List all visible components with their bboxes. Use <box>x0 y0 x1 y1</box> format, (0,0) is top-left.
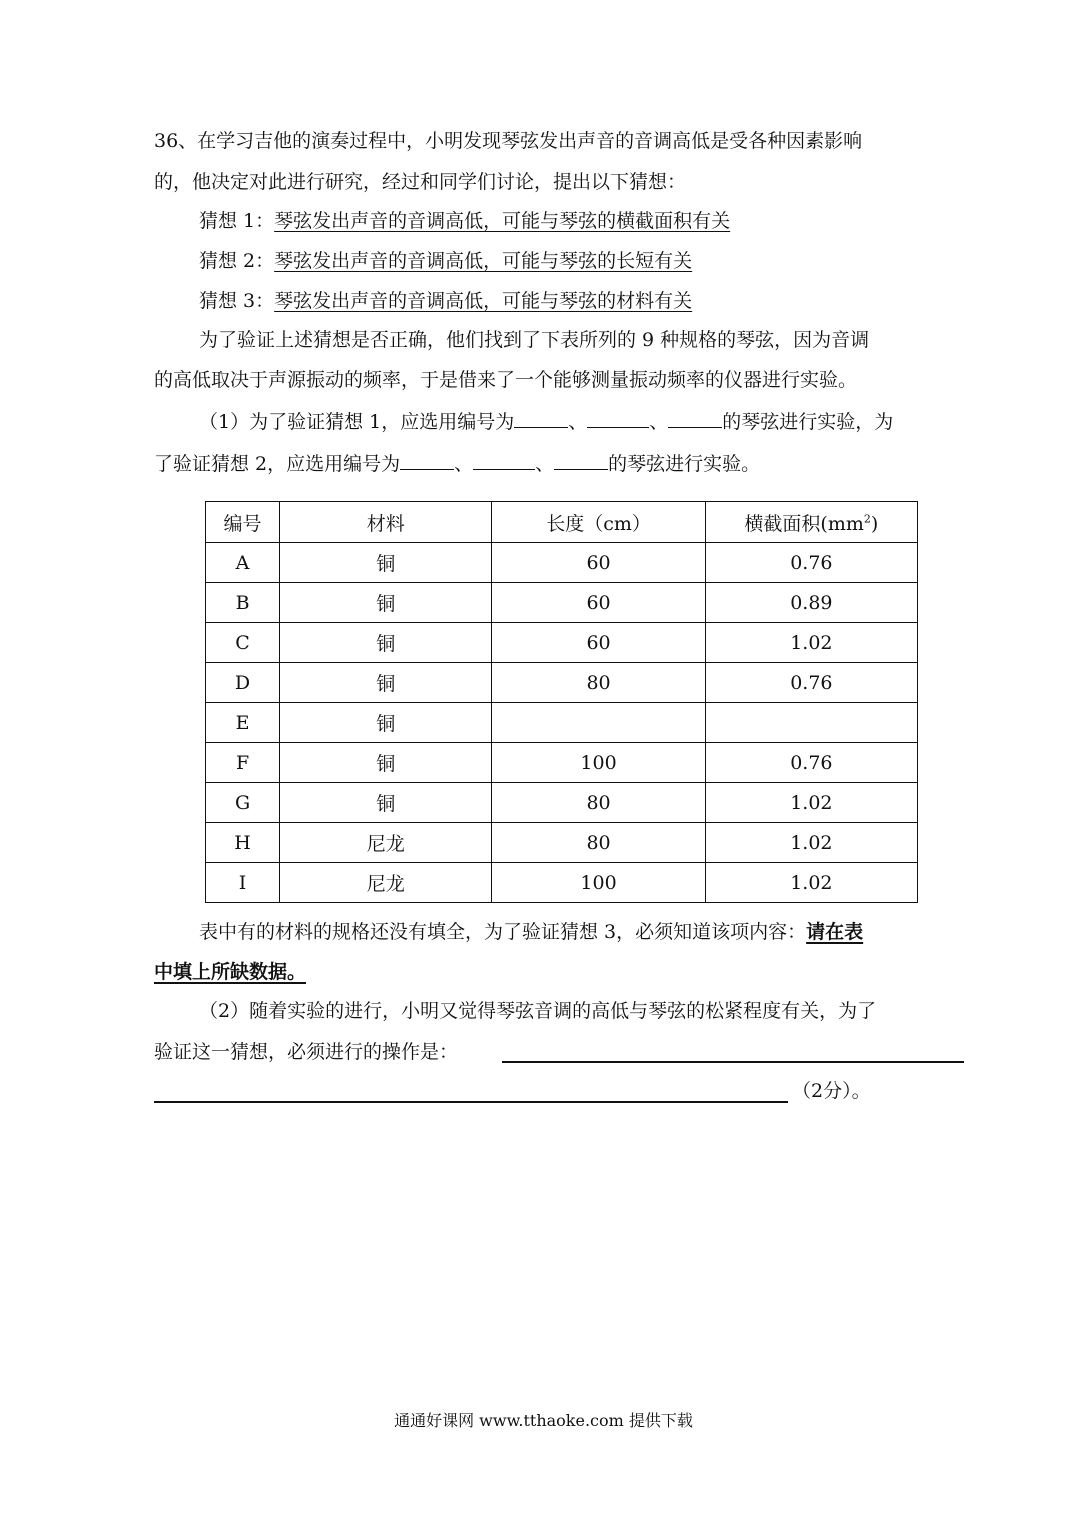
note-line1 <box>199 920 863 944</box>
verify-line2: 的高低取决于声源振动的频率，于是借来了一个能够测量振动频率的仪器进行实验。 <box>154 369 858 391</box>
cell-length: 100 <box>492 743 705 783</box>
cell-length: 80 <box>492 823 705 863</box>
note-bold-2: 中填上所缺数据。 <box>154 961 307 983</box>
cell-id: I <box>206 863 280 903</box>
cell-area: 1.02 <box>705 823 917 863</box>
answer-blank-operation-line1[interactable] <box>502 1061 964 1063</box>
answer-blank-guess1-b[interactable] <box>587 407 649 428</box>
note-bold-1: 请在表 <box>806 921 864 943</box>
table-row <box>206 623 918 663</box>
part2-line2: 验证这一猜想，必须进行的操作是： <box>154 1041 459 1063</box>
guess-2-text: 琴弦发出声音的音调高低，可能与琴弦的长短有关 <box>274 250 693 272</box>
cell-id: D <box>206 663 280 703</box>
guess-1-text: 琴弦发出声音的音调高低，可能与琴弦的横截面积有关 <box>274 210 731 232</box>
answer-blank-guess1-c[interactable] <box>668 407 722 428</box>
guess-2-label: 猜想 2： <box>199 250 275 272</box>
table-row <box>206 663 918 703</box>
cell-length: 80 <box>492 783 705 823</box>
question-intro-line1: 36、在学习吉他的演奏过程中，小明发现琴弦发出声音的音调高低是受各种因素影响 <box>154 130 863 152</box>
cell-length: 60 <box>492 583 705 623</box>
cell-area: 0.89 <box>705 583 917 623</box>
table-row <box>206 863 918 903</box>
separator: 、 <box>568 411 588 433</box>
cell-id: E <box>206 703 280 743</box>
cell-area: 0.76 <box>705 743 917 783</box>
cell-length: 60 <box>492 543 705 583</box>
table-row <box>206 823 918 863</box>
answer-blank-guess2-a[interactable] <box>400 449 454 470</box>
cell-area: 1.02 <box>705 783 917 823</box>
cell-area: 0.76 <box>705 663 917 703</box>
guess-3-text: 琴弦发出声音的音调高低，可能与琴弦的材料有关 <box>274 290 693 312</box>
cell-material: 铜 <box>280 583 492 623</box>
cell-length-empty[interactable] <box>492 703 705 743</box>
cell-material: 铜 <box>280 703 492 743</box>
cell-length: 60 <box>492 623 705 663</box>
answer-blank-guess2-c[interactable] <box>554 449 608 470</box>
cell-area-empty[interactable] <box>705 703 917 743</box>
guess-3 <box>199 289 692 313</box>
cell-id: A <box>206 543 280 583</box>
table-row <box>206 703 918 743</box>
guess-1 <box>199 209 730 233</box>
cell-material: 铜 <box>280 783 492 823</box>
part1-line1 <box>199 407 893 434</box>
cell-material: 铜 <box>280 743 492 783</box>
guess-3-label: 猜想 3： <box>199 290 275 312</box>
cell-area: 1.02 <box>705 863 917 903</box>
question-intro-line2: 的，他决定对此进行研究，经过和同学们讨论，提出以下猜想： <box>154 171 687 193</box>
separator: 、 <box>649 411 669 433</box>
part2-line1: （2）随着实验的进行，小明又觉得琴弦音调的高低与琴弦的松紧程度有关，为了 <box>199 1000 877 1022</box>
part1-line2 <box>154 449 760 476</box>
guess-2 <box>199 249 692 273</box>
cell-id: H <box>206 823 280 863</box>
cell-id: C <box>206 623 280 663</box>
guess-1-label: 猜想 1： <box>199 210 275 232</box>
verify-line1: 为了验证上述猜想是否正确，他们找到了下表所列的 9 种规格的琴弦，因为音调 <box>199 329 870 351</box>
note-line2 <box>154 960 306 984</box>
part1-suffix2: 的琴弦进行实验。 <box>608 453 761 475</box>
part1-prompt2: 了验证猜想 2，应选用编号为 <box>154 453 401 475</box>
table-row <box>206 783 918 823</box>
answer-blank-guess2-b[interactable] <box>473 449 535 470</box>
header-material: 材料 <box>280 502 492 543</box>
answer-blank-guess1-a[interactable] <box>514 407 568 428</box>
separator: 、 <box>454 453 474 475</box>
header-area: 横截面积$(mm^2)$ <box>705 502 917 543</box>
table-row <box>206 543 918 583</box>
cell-area: 1.02 <box>705 623 917 663</box>
cell-id: B <box>206 583 280 623</box>
table-row <box>206 743 918 783</box>
cell-length: 100 <box>492 863 705 903</box>
cell-material: 铜 <box>280 543 492 583</box>
string-specs-table <box>205 501 918 903</box>
cell-material: 铜 <box>280 623 492 663</box>
header-id: 编号 <box>206 502 280 543</box>
answer-blank-operation-line2[interactable] <box>154 1101 788 1103</box>
cell-length: 80 <box>492 663 705 703</box>
part1-prompt: （1）为了验证猜想 1，应选用编号为 <box>199 411 515 433</box>
part2-score: （2分）。 <box>792 1080 871 1102</box>
separator: 、 <box>535 453 555 475</box>
header-length: 长度（cm） <box>492 502 705 543</box>
cell-material: 铜 <box>280 663 492 703</box>
table-row <box>206 583 918 623</box>
cell-material: 尼龙 <box>280 863 492 903</box>
part1-suffix: 的琴弦进行实验，为 <box>722 411 894 433</box>
cell-material: 尼龙 <box>280 823 492 863</box>
cell-id: G <box>206 783 280 823</box>
note-text: 表中有的材料的规格还没有填全，为了验证猜想 3，必须知道该项内容： <box>199 921 807 943</box>
cell-area: 0.76 <box>705 543 917 583</box>
page-footer: 通通好课网 www.tthaoke.com 提供下载 <box>394 1411 693 1430</box>
table-header-row <box>206 502 918 543</box>
cell-id: F <box>206 743 280 783</box>
